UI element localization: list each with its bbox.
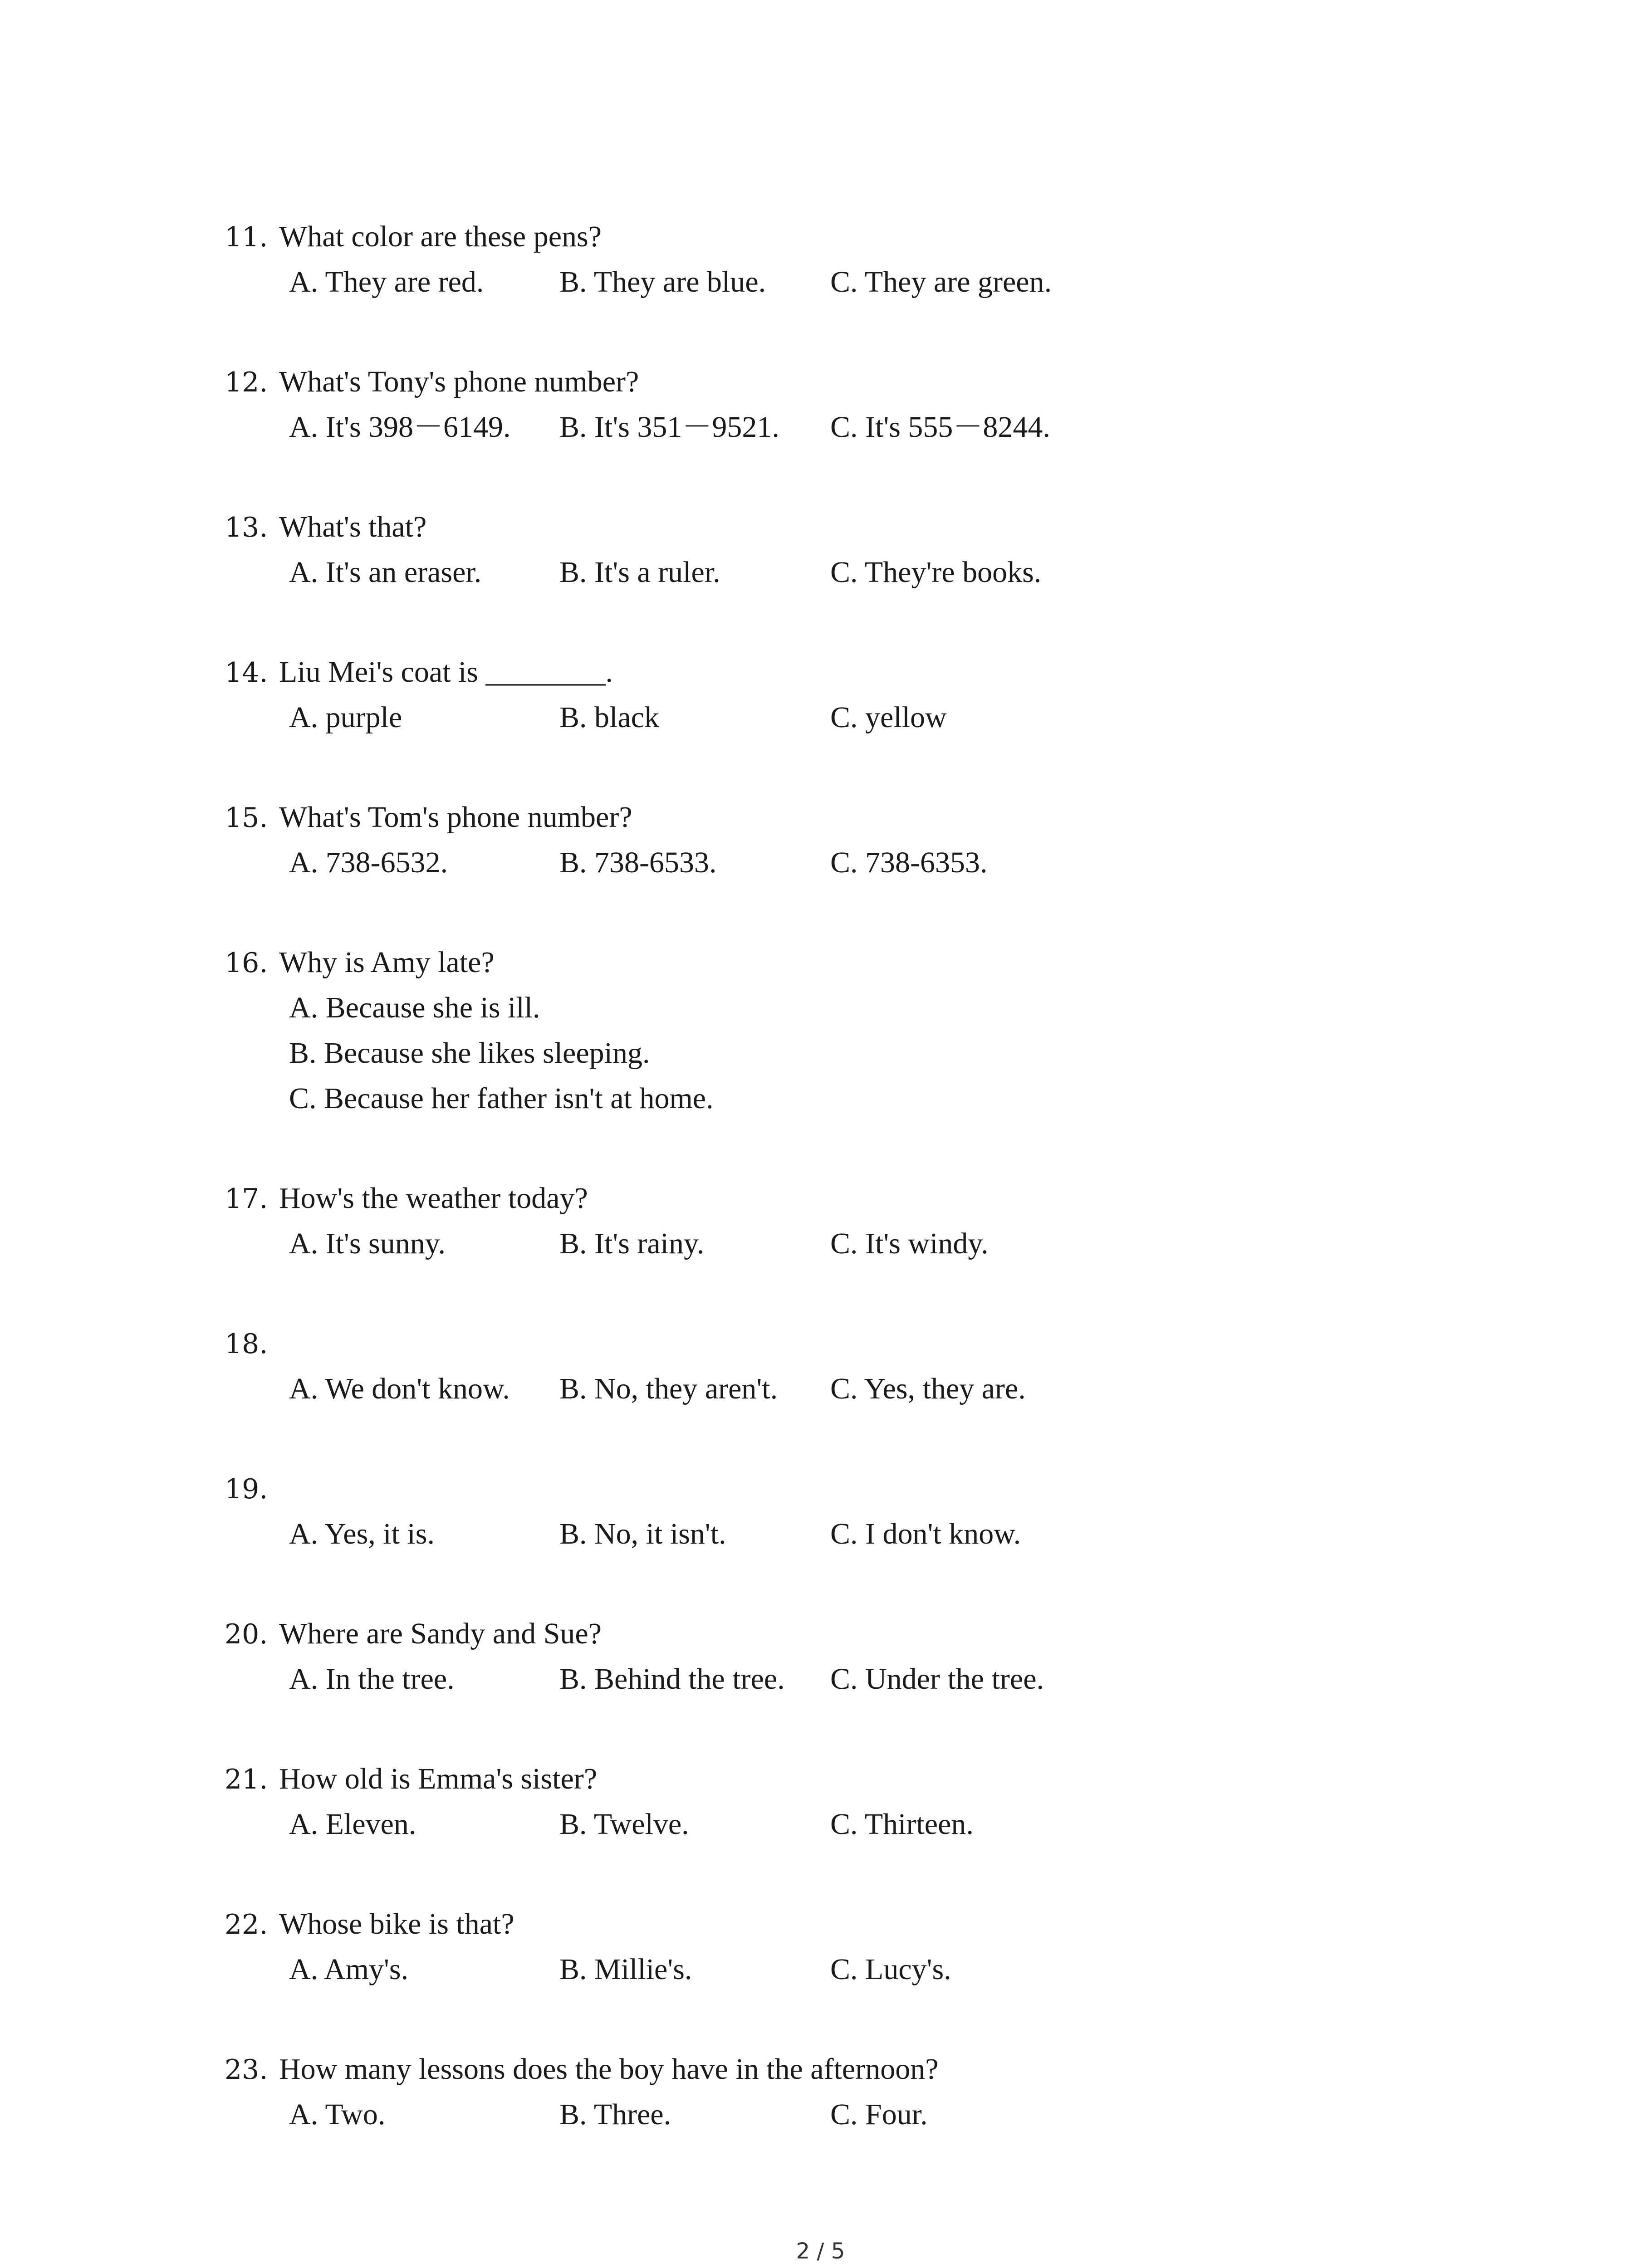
question-stem: How many lessons does the boy have in the afternoon? [279, 2053, 939, 2086]
option-c: C. They are green. [830, 265, 1052, 298]
question-number: 11. [225, 221, 268, 253]
question-line [225, 1761, 597, 1797]
option-b: B. Behind the tree. [559, 1662, 785, 1696]
option-c: C. It's 555－8244. [830, 411, 1050, 444]
question-number: 12. [225, 367, 268, 398]
option-b: B. It's a ruler. [559, 556, 720, 589]
question-line [225, 2051, 938, 2087]
option-b: B. No, it isn't. [559, 1517, 726, 1550]
option-b: B. Three. [559, 2098, 671, 2131]
question-number: 18. [225, 1328, 268, 1360]
question-line [225, 654, 613, 690]
option-a: A. We don't know. [289, 1372, 510, 1405]
option-a: A. In the tree. [289, 1662, 455, 1696]
option-b: B. It's rainy. [559, 1227, 705, 1260]
question-line [225, 219, 602, 255]
question-line [225, 1906, 514, 1942]
option-b: B. Because she likes sleeping. [289, 1036, 650, 1070]
option-c: C. They're books. [830, 556, 1042, 589]
option-c: C. Because her father isn't at home. [289, 1082, 714, 1115]
question-number: 14. [225, 657, 268, 689]
option-b: B. Millie's. [559, 1953, 692, 1986]
question-number: 20. [225, 1618, 268, 1650]
option-b: B. They are blue. [559, 265, 766, 298]
option-b: B. Twelve. [559, 1808, 689, 1841]
question-number: 22. [225, 1909, 268, 1941]
question-line [225, 944, 495, 981]
option-c: C. Lucy's. [830, 1953, 951, 1986]
page-indicator: 2 / 5 [796, 2239, 845, 2264]
option-a: A. 738-6532. [289, 846, 448, 879]
question-stem: How's the weather today? [279, 1182, 588, 1215]
option-a: A. Eleven. [289, 1808, 416, 1841]
question-stem: Why is Amy late? [279, 946, 495, 979]
question-stem: Whose bike is that? [279, 1907, 514, 1941]
question-line [225, 799, 632, 836]
question-line [225, 1325, 279, 1362]
option-a: A. Amy's. [289, 1953, 409, 1986]
option-a: A. Yes, it is. [289, 1517, 435, 1550]
option-c: C. I don't know. [830, 1517, 1021, 1550]
option-c: C. It's windy. [830, 1227, 989, 1260]
question-stem: Where are Sandy and Sue? [279, 1617, 602, 1650]
option-c: C. Thirteen. [830, 1808, 974, 1841]
option-a: A. Two. [289, 2098, 386, 2131]
option-a: A. They are red. [289, 265, 484, 298]
question-stem: What's Tom's phone number? [279, 801, 632, 834]
question-stem: What's that? [279, 510, 427, 543]
option-c: C. Four. [830, 2098, 928, 2131]
option-b: B. No, they aren't. [559, 1372, 778, 1405]
option-c: C. yellow [830, 701, 947, 734]
question-line [225, 1616, 602, 1652]
question-line [225, 1180, 588, 1217]
option-a: A. It's an eraser. [289, 556, 482, 589]
question-number: 23. [225, 2054, 268, 2086]
question-number: 16. [225, 947, 268, 979]
question-number: 15. [225, 802, 268, 834]
option-c: C. 738-6353. [830, 846, 988, 879]
question-number: 13. [225, 512, 268, 543]
option-c: C. Under the tree. [830, 1662, 1044, 1696]
question-line [225, 1471, 279, 1507]
question-stem: What's Tony's phone number? [279, 365, 639, 398]
question-line [225, 509, 426, 545]
option-a: A. It's sunny. [289, 1227, 446, 1260]
question-number: 21. [225, 1764, 268, 1795]
question-stem: What color are these pens? [279, 220, 602, 253]
option-b: B. 738-6533. [559, 846, 717, 879]
option-a: A. Because she is ill. [289, 991, 540, 1024]
option-c: C. Yes, they are. [830, 1372, 1026, 1405]
option-a: A. purple [289, 701, 402, 734]
option-b: B. black [559, 701, 659, 734]
question-stem: Liu Mei's coat is ________. [279, 655, 613, 689]
question-line [225, 364, 639, 400]
question-number: 19. [225, 1473, 268, 1505]
question-stem: How old is Emma's sister? [279, 1762, 598, 1795]
option-a: A. It's 398－6149. [289, 411, 511, 444]
question-number: 17. [225, 1183, 268, 1215]
option-b: B. It's 351－9521. [559, 411, 779, 444]
